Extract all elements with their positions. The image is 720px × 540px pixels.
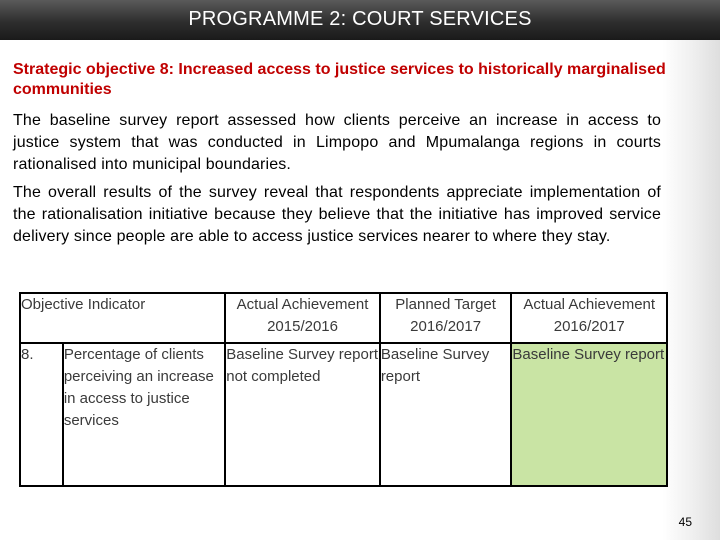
header-actual-achievement-prev: Actual Achievement 2015/2016	[225, 293, 380, 343]
page-number: 45	[678, 515, 692, 529]
header-actual-achievement-current: Actual Achievement 2016/2017	[511, 293, 667, 343]
planned-target-value: Baseline Survey report	[380, 343, 512, 486]
actual-achievement-current-value: Baseline Survey report	[511, 343, 667, 486]
header-planned-target: Planned Target 2016/2017	[380, 293, 512, 343]
paragraph-results: The overall results of the survey reveal that respondents appreciate implementation of the rationalisation initiative because they believe that the initiative has improved service delivery since people are able to access justice services nearer to where they stay.	[13, 184, 661, 245]
strategic-objective: Strategic objective 8: Increased access to justice services to historically marginalised communities	[13, 61, 666, 98]
indicator-table	[19, 292, 668, 487]
header-objective-indicator: Objective Indicator	[20, 293, 225, 343]
table-header-row	[20, 293, 667, 343]
indicator-description: Percentage of clients perceiving an increase in access to justice services	[63, 343, 225, 486]
row-number: 8.	[20, 343, 63, 486]
title-bar	[0, 0, 720, 40]
table-row	[20, 343, 667, 486]
page-title: PROGRAMME 2: COURT SERVICES	[188, 8, 532, 30]
actual-achievement-prev-value: Baseline Survey report not completed	[225, 343, 380, 486]
paragraph-survey: The baseline survey report assessed how clients perceive an increase in access to justice system that was conducted in Limpopo and Mpumalanga regions in courts rationalised into municipal boundaries.	[13, 112, 661, 173]
